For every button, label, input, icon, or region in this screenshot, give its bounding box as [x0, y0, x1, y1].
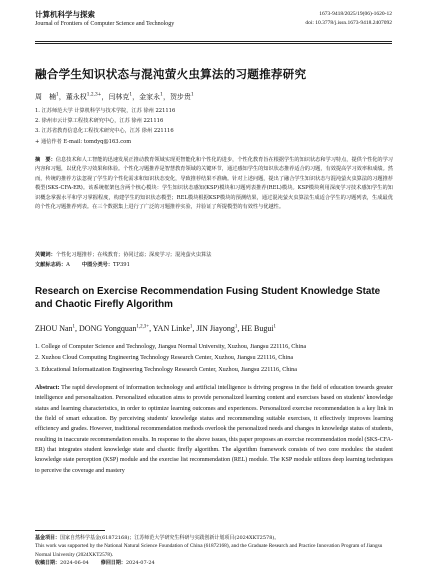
author-name: 董永权 — [65, 93, 87, 101]
author-list-cn: 周 楠$^1$，董永权$^{1,2,3+}$，闫林克$^1$，金家永$^1$，贺步贵$^1$ — [35, 92, 194, 101]
author-affil-mark: 1 — [129, 92, 133, 98]
received-label: 收稿日期： — [35, 560, 61, 567]
fund-label: 基金项目： — [35, 535, 61, 541]
abstract-text-cn: 信息技术和人工智能的迅速发展正推动教育领域实现更智能化和个性化的进步，个性化教育旨在根据学生的知识状态和学习特点，提供个性化的学习内容和习题，以优化学习效果和体验。个性化习题推荐是智慧教育领域的关键环节，通过感知学生的知识状态推荐适合的习题，有效提高学习效率和成绩。然而，传统的推荐方法忽视了学生的个性化需求和知识状态变化，导致推荐结果不准确。针对上述问题，提出了融合学生知识状态与混沌萤火虫算法的习题推荐模型(SKS-CFA-ER)。该系统框架包含两个核心模块：学生知识状态感知(KSP)模块和习题列表推荐(REL)模块。KSP模块利用深度学习技术感知学生的知识概念掌握水平和学习掌握程度，构建学生的知识状态模型；REL模块根据KSP模块的预测结果，通过混沌萤火虫算法生成适合学生的习题列表，生成最优的个性化习题推荐列表。在三个数据集上进行了广泛的习题推荐实验，并验证了所提模型的有效性与优越性。 — [35, 157, 393, 211]
header-rule-thick — [35, 41, 392, 42]
affiliations-en — [35, 341, 306, 375]
dates-line — [35, 559, 395, 567]
revised-label: 修回日期： — [100, 560, 126, 567]
keywords-cn — [35, 251, 393, 260]
author-name: DONG Yongquan — [79, 324, 137, 333]
header-rule-thin — [35, 43, 392, 44]
author-affil-mark: 1 — [160, 92, 163, 98]
classification-line — [35, 261, 130, 270]
abstract-en — [35, 383, 393, 476]
received-date: 2024-06-04 — [60, 560, 89, 567]
author-name: ZHOU Nan — [35, 324, 73, 333]
author-name: 金家永 — [139, 93, 161, 101]
author-affil-mark: 1 — [56, 92, 59, 98]
affiliation-line: 1. 江苏师范大学 计算机科学与技术学院，江苏 徐州 221116 — [35, 108, 176, 114]
abstract-label-en: Abstract: — [35, 385, 60, 391]
author-name: 贺步贵 — [169, 93, 191, 101]
fund-text-en: This work was supported by the National Natural Science Foundation of China (61872168), and the Graduate Research and Practice Innovation Program of Jiangsu Normal University (2024XKT2578). — [35, 543, 383, 558]
author-list-en: ZHOU Nan$^1$, DONG Yongquan$^{1,2,3+}$, YAN Linke$^1$, JIN Jiayong$^1$, HE Bugui$^1$ — [35, 324, 277, 333]
author-name: 闫林克 — [108, 93, 130, 101]
journal-name-block — [35, 10, 174, 29]
author-name: JIN Jiayong — [196, 324, 235, 333]
author-name: 周 楠 — [35, 93, 56, 101]
journal-name-cn: 计算机科学与探索 — [35, 10, 95, 19]
footnote — [35, 534, 395, 568]
affiliation-line: 2. 徐州市云计算工程技术研究中心，江苏 徐州 221116 — [35, 118, 164, 125]
author-affil-mark: 1 — [189, 324, 193, 330]
issn-volume: 1673-9418/2025/19(06)-1620-12 — [319, 11, 392, 17]
doc-code-label: 文献标志码： — [35, 262, 67, 268]
abstract-cn — [35, 156, 393, 212]
author-affil-mark: 1 — [72, 324, 76, 330]
doi: doi: 10.3778/j.issn.1673-9418.2407092 — [305, 20, 392, 26]
author-affil-mark: 1 — [190, 92, 194, 98]
doc-code: A — [66, 262, 70, 268]
affiliation-line: 3. 江苏省教育信息化工程技术研究中心，江苏 徐州 221116 — [35, 128, 174, 135]
keywords-text-cn: 个性化习题推荐；在线教育；协同过滤；深度学习；混沌萤火虫算法 — [55, 252, 212, 258]
affiliation-line: 3. Educational Informatization Engineering Technology Research Center, Xuzhou, Jiangsu 221116, China — [35, 365, 297, 373]
publication-meta — [305, 10, 392, 28]
corresponding-author: + 通信作者 E-mail: tomdyq@163.com — [35, 138, 132, 145]
class-number-label: 中图分类号： — [81, 262, 114, 268]
affiliation-line: 1. College of Computer Science and Technology, Jiangsu Normal University, Xuzhou, Jiangsu 221116, China — [35, 343, 307, 350]
affiliations-cn — [35, 106, 175, 147]
fund-text-cn: 国家自然科学基金(61872168)；江苏师范大学研究生科研与实践创新计划项目(2024XKT2578)。 — [60, 535, 280, 541]
author-affil-mark: 1,2,3+ — [86, 92, 102, 98]
keywords-label-cn: 关键词： — [35, 252, 56, 258]
author-affil-mark: 1 — [273, 324, 277, 330]
author-affil-mark: 1 — [234, 324, 238, 330]
affiliation-line: 2. Xuzhou Cloud Computing Engineering Technology Research Center, Xuzhou, Jiangsu 221116, China — [35, 354, 294, 362]
footnote-rule — [35, 530, 105, 531]
abstract-label-cn: 摘 要： — [35, 157, 56, 163]
journal-name-en: Journal of Frontiers of Computer Science and Technology — [35, 21, 175, 27]
running-header — [35, 10, 392, 38]
author-name: HE Bugui — [241, 324, 274, 333]
paper-title-en: Research on Exercise Recommendation Fusing Student Knowledge State and Chaotic Firefly Algorithm — [35, 286, 381, 310]
revised-date: 2024-07-24 — [125, 560, 155, 567]
paper-title-cn: 融合学生知识状态与混沌萤火虫算法的习题推荐研究 — [35, 67, 307, 81]
fund-line-cn — [35, 534, 395, 542]
author-affil-mark: 1,2,3+ — [136, 324, 150, 330]
abstract-text-en: The rapid development of information technology and artificial intelligence is driving progress in the field of education towards greater intelligence and personalization. Personalized education aims to provide personalized learning content and exercises based on students' knowledge status and learning characteristics, in order to optimize learning outcomes and experiences. Personalized exercise recommendation is a key link in the field of smart education. By perceiving students' knowledge status and recommending suitable exercises, it effectively improves learning efficiency and grades. However, traditional recommendation methods overlook the personalized needs and changes in knowledge status of students, resulting in inaccurate recommendation results. In response to the above issues, this paper proposes an exercise recommendation model (SKS-CFA-ER) that integrates student knowledge state and chaotic firefly algorithm. The algorithm framework consists of two core modules: the student knowledge state perception (KSP) module and the exercise list recommendation (REL) module. The KSP module utilizes deep learning techniques to perceive the coverage and mastery — [35, 385, 393, 474]
class-number: TP391 — [113, 262, 130, 268]
author-name: YAN Linke — [152, 324, 190, 333]
